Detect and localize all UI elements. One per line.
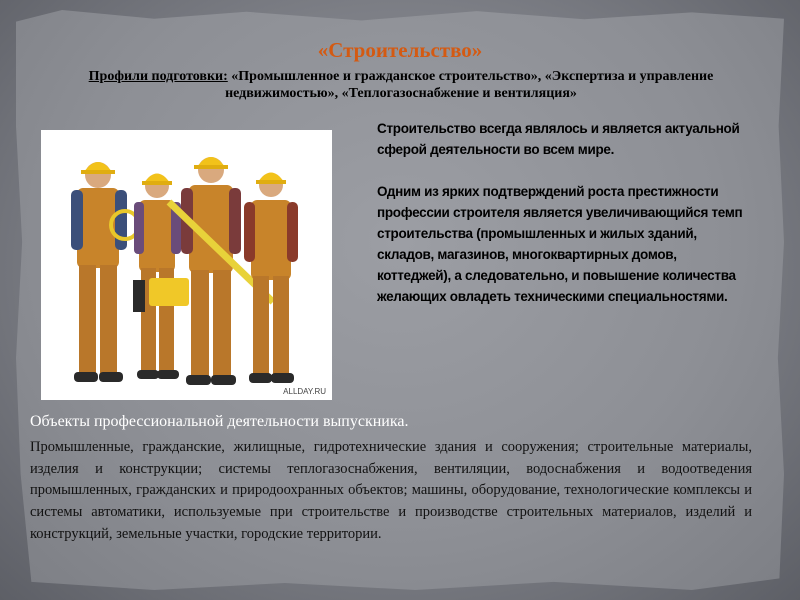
workers-illustration: [41, 130, 332, 400]
slide-title: «Строительство»: [317, 38, 483, 62]
construction-workers-photo: [41, 130, 332, 400]
profiles-paragraph: [46, 68, 756, 102]
profiles-lead: Профили подготовки:: [88, 69, 228, 84]
objects-heading: Объекты профессиональной деятельности выпускника.: [30, 413, 409, 430]
profiles-text: «Промышленное и гражданское строительство», «Экспертиза и управление недвижимостью», «Теплогазоснабжение и вентиляция»: [225, 69, 714, 101]
paragraph-2: Одним из ярких подтверждений роста престижности профессии строителя является увеличивающийся темп строительства (промышленных и жилых зданий, складов, магазинов, многоквартирных домов, коттеджей), а следовательно, и повышение количества желающих овладеть техническими специальностями.: [377, 184, 743, 304]
worker-2: [133, 174, 189, 380]
photo-watermark: ALLDAY.RU: [283, 387, 326, 396]
paragraph-1: Строительство всегда являлось и является актуальной сферой деятельности во всем мире.: [377, 121, 740, 157]
worker-1: [71, 162, 139, 382]
objects-text: Промышленные, гражданские, жилищные, гидротехнические здания и сооружения; строительные материалы, изделия и конструкции; системы теплогазоснабжения, вентиляции, водоснабжения и водоотведения промышленных, гражданских и природоохранных объектов; машины, оборудование, технологические комплексы и системы автоматики, используемые при строительстве и производстве строительных материалов, изделий и конструкций, земельные участки, городские территории.: [30, 439, 752, 542]
